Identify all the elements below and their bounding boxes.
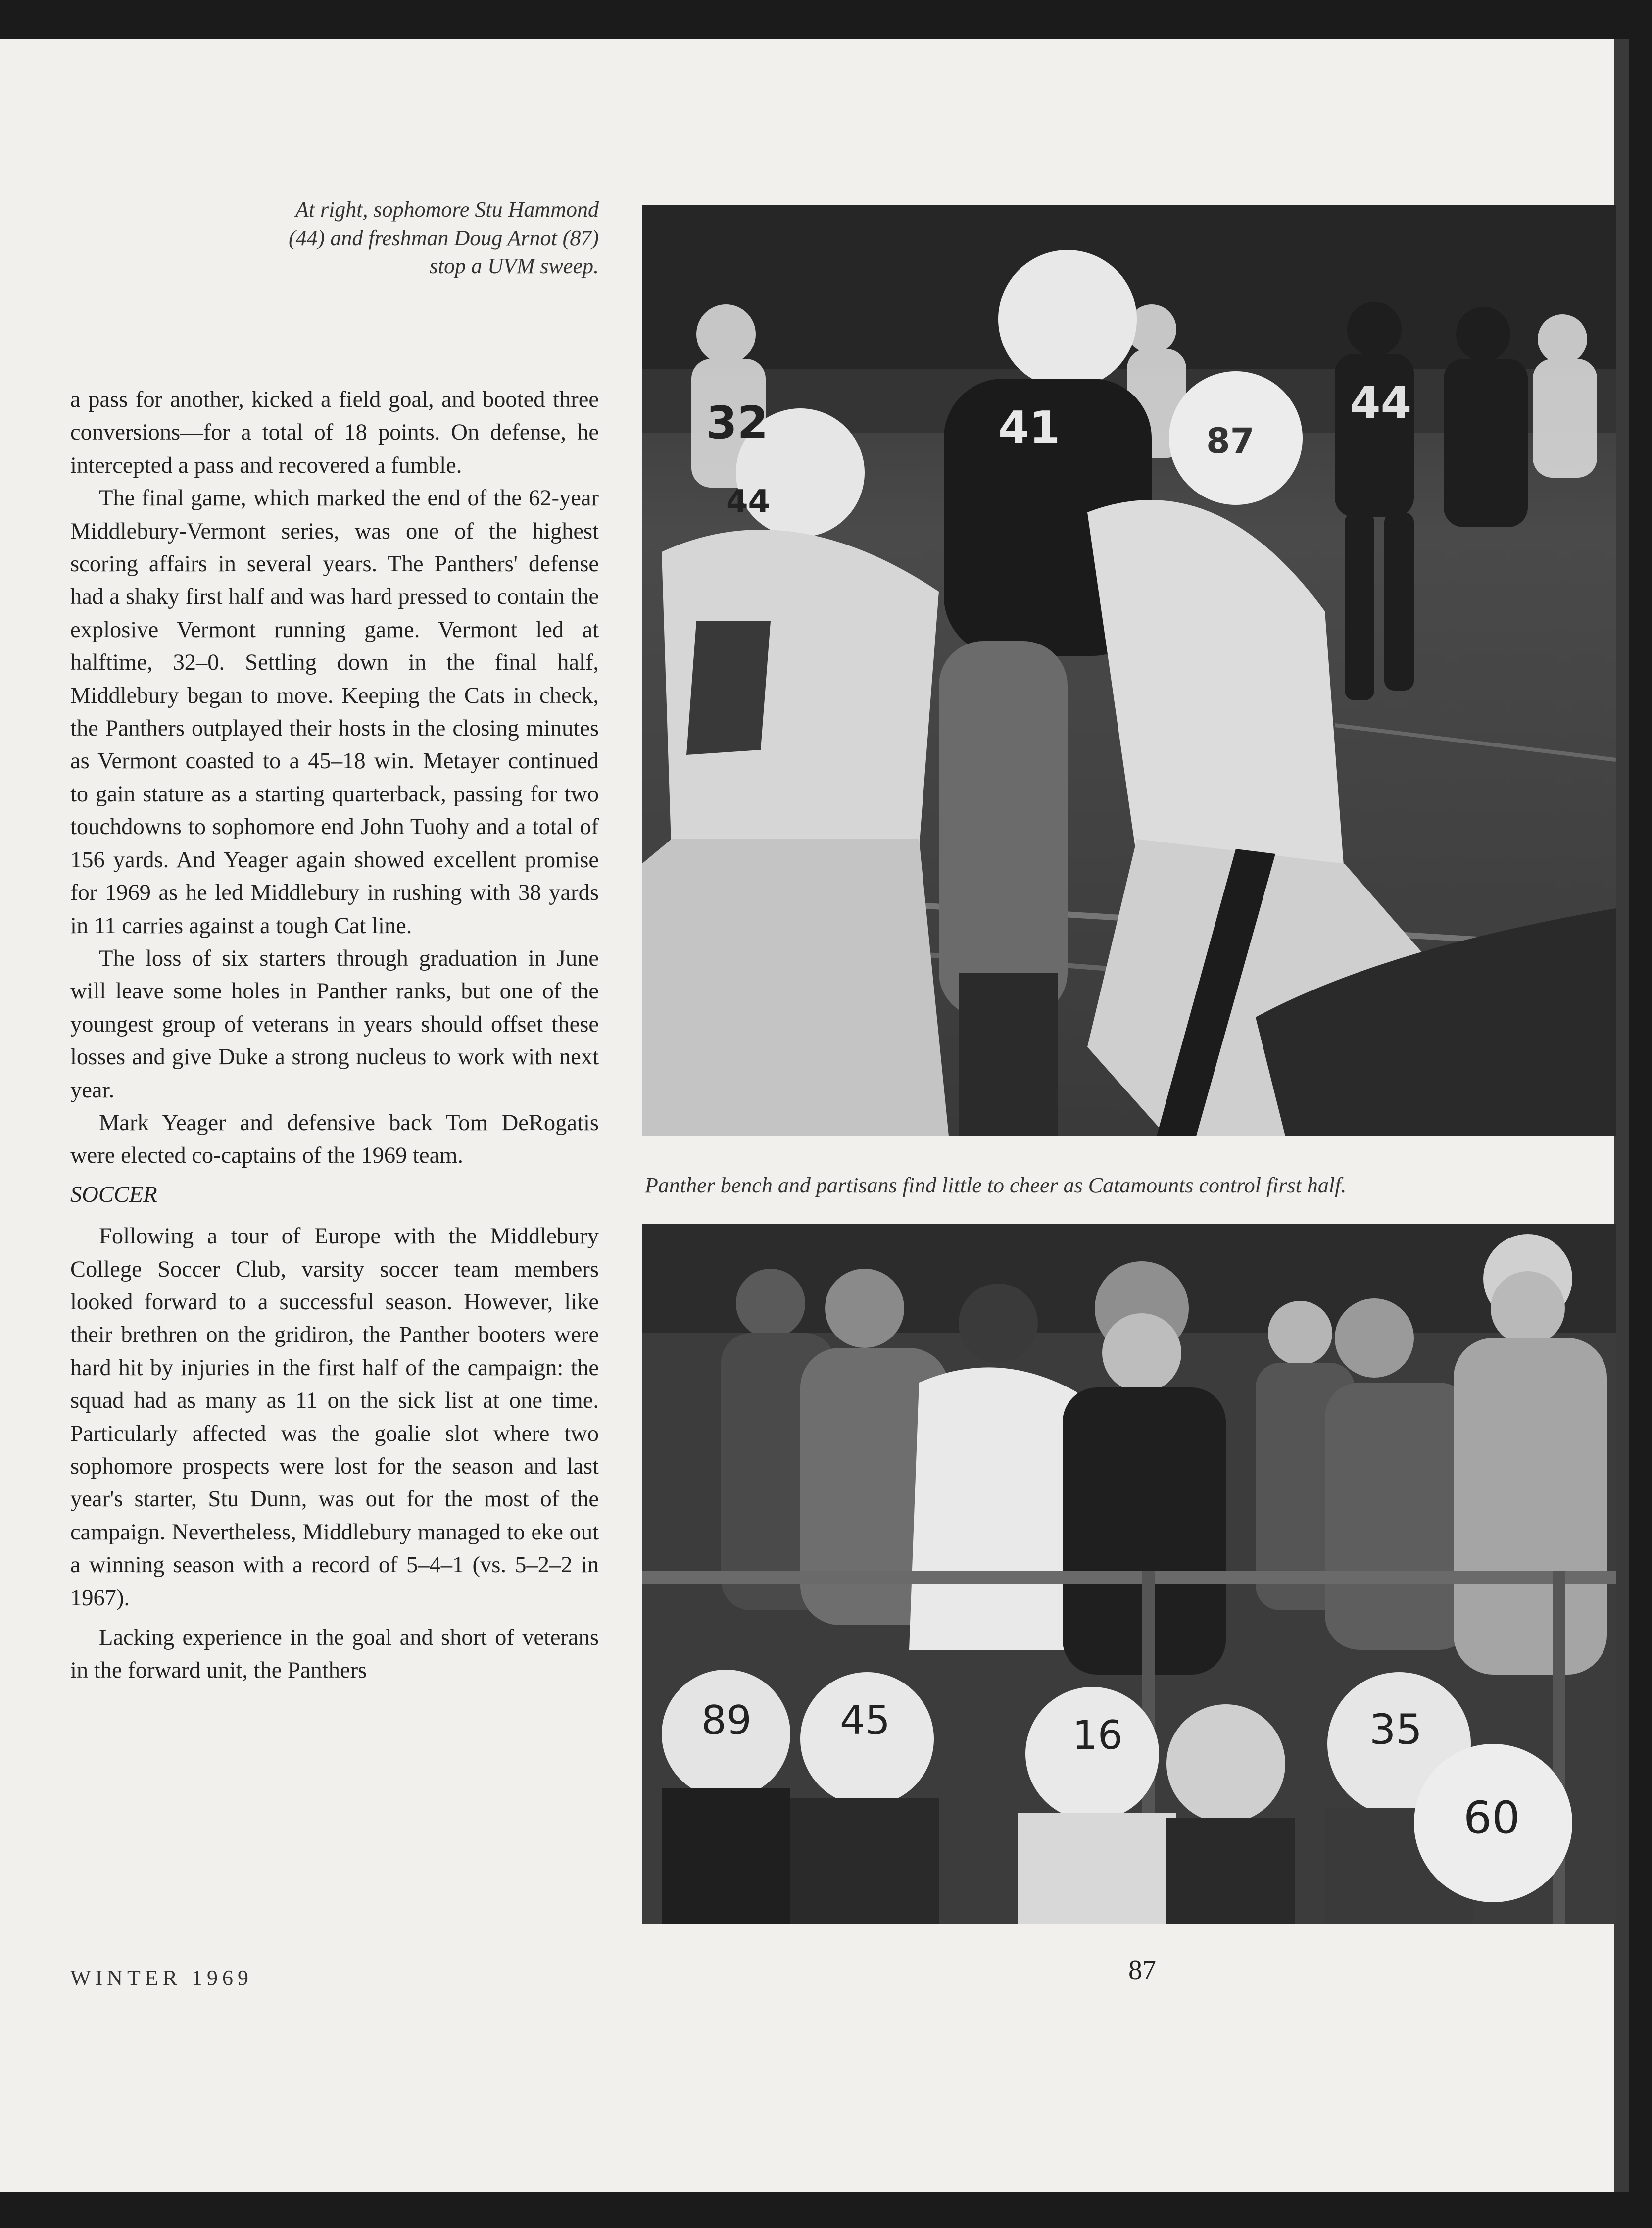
issue-footer: WINTER 1969 — [70, 1966, 253, 1990]
article-column — [70, 384, 599, 1687]
jersey-number: 44 — [1350, 377, 1412, 429]
photo-caption: Panther bench and partisans find little to cheer as Catamounts control first half. — [645, 1173, 1347, 1197]
football-action-photo — [642, 205, 1616, 1136]
bench-photo-graphic — [642, 1224, 1616, 1924]
caption-line: At right, sophomore Stu Hammond — [295, 198, 599, 222]
caption-line: stop a UVM sweep. — [429, 254, 599, 278]
football-photo-graphic — [642, 205, 1616, 1136]
jersey-number: 32 — [706, 397, 769, 449]
paragraph: Mark Yeager and defensive back Tom DeRogatis were elected co-captains of the 1969 team. — [70, 1110, 599, 1169]
page-edge — [1614, 39, 1629, 2192]
helmet-number: 89 — [701, 1697, 752, 1743]
jersey-number: 44 — [726, 484, 771, 520]
paragraph: Lacking experience in the goal and short of veterans in the forward unit, the Panthers — [70, 1625, 599, 1683]
paragraph: The loss of six starters through graduation in June will leave some holes in Panther ranks, but one of the youngest group of veterans in years should offset these losses and give Duke a strong nucleus to work with next year. — [70, 945, 599, 1103]
helmet-number: 45 — [840, 1697, 890, 1743]
helmet-number: 60 — [1463, 1792, 1520, 1844]
paragraph: a pass for another, kicked a field goal, and booted three conversions—for a total of 18 points. On defense, he intercepted a pass and recovered a fumble. — [70, 387, 599, 478]
top-photo-caption — [148, 196, 599, 280]
bench-spectators-photo — [642, 1224, 1616, 1924]
helmet-number: 16 — [1072, 1712, 1123, 1758]
helmet-number: 35 — [1369, 1705, 1422, 1754]
paragraph: Following a tour of Europe with the Middlebury College Soccer Club, varsity soccer team members looked forward to a successful season. However, like their brethren on the gridiron, the Panther booters were hard hit by injuries in the first half of the campaign: the squad had as many as 11 on the sick list at one time. Particularly affected was the goalie slot where two sophomore prospects were lost for the season and last year's starter, Stu Dunn, was out for the most of the campaign. Nevertheless, Middlebury managed to eke out a winning season with a record of 5–4–1 (vs. 5–2–2 in 1967). — [70, 1224, 599, 1611]
section-heading: SOCCER — [70, 1182, 157, 1207]
jersey-number: 87 — [1206, 421, 1255, 461]
jersey-number: 41 — [998, 402, 1061, 454]
page-number: 87 — [1128, 1955, 1156, 1985]
paragraph: The final game, which marked the end of the 62-year Middlebury-Vermont series, was one of the highest scoring affairs in several years. The Panthers' defense had a shaky first half and was hard pressed to contain the explosive Vermont running game. Vermont led at halftime, 32–0. Settling down in the final half, Middlebury began to move. Keeping the Cats in check, the Panthers outplayed their hosts in the closing minutes as Vermont coasted to a 45–18 win. Metayer continued to gain stature as a starting quarterback, passing for two touchdowns to sophomore end John Tuohy and a total of 156 yards. And Yeager again showed excellent promise for 1969 as he led Middlebury in rushing with 38 yards in 11 carries against a tough Cat line. — [70, 486, 599, 939]
caption-line: (44) and freshman Doug Arnot (87) — [289, 226, 599, 250]
